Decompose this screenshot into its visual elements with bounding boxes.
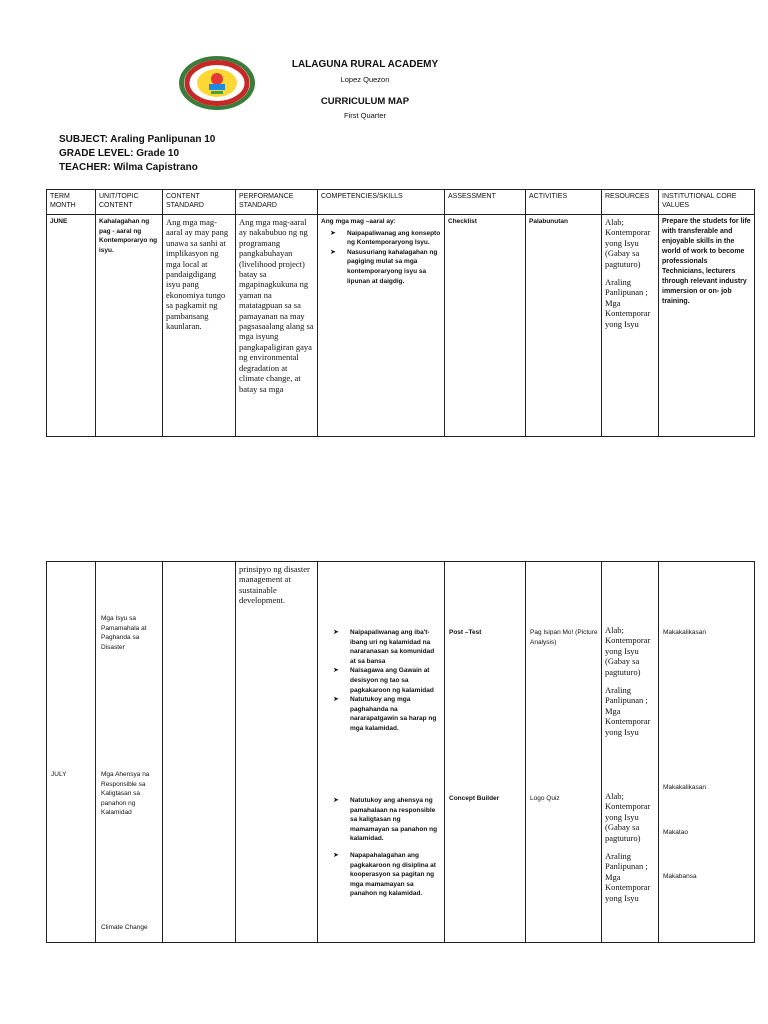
table-row-july — [47, 562, 755, 943]
topic-content: Kahalagahan ng pag - aaral ng Kontemporaryo ng isyu. — [96, 215, 163, 437]
header-row — [47, 190, 755, 215]
document-title: CURRICULUM MAP — [320, 96, 410, 107]
teacher-line: TEACHER: Wilma Capistrano — [59, 162, 198, 173]
resources — [602, 215, 659, 437]
content-standard-cell — [163, 562, 236, 943]
arrow-icon: ➤ — [330, 248, 336, 256]
col-header-term-month: TERM MONTH — [47, 190, 96, 215]
performance-standard-cont: prinsipyo ng disaster management at sustainable development. — [239, 564, 310, 606]
resource-item: Alab; Kontemporar yong Isyu (Gabay sa pagtuturo) — [605, 791, 651, 843]
competency-item: ➤ Nasusuriang kahalagahan ng pagiging mulat sa mga kontemporaryong isyu sa lipunan at daigdig. — [330, 248, 438, 285]
topic-item: Mga Isyu sa Pamamahala at Paghanda sa Disaster — [101, 615, 147, 651]
competencies-cell — [318, 215, 445, 437]
term-month-cell — [47, 562, 96, 943]
col-header-content-standard: CONTENT STANDARD — [163, 190, 236, 215]
resource-item: Alab; Kontemporar yong Isyu (Gabay sa pagtuturo) — [605, 217, 651, 269]
resource-item: Araling Panlipunan ; Mga Kontemporar yong Isyu — [605, 277, 651, 329]
assessment-cell — [445, 562, 526, 943]
col-header-competencies: COMPETENCIES/SKILLS — [318, 190, 445, 215]
competency-item: ➤ Naisagawa ang Gawain at desisyon ng tao sa pagkakaroon ng kalamidad — [333, 667, 434, 694]
curriculum-table-july — [46, 561, 755, 943]
content-standard: Ang mga mag-aaral ay may pang unawa sa sanhi at implikasyon ng mga local at pandaigdigang isyu pang ekonomiya tungo sa pagkamit ng pambansang kaunlaran. — [163, 215, 236, 437]
col-header-performance-standard: PERFORMANCE STANDARD — [236, 190, 318, 215]
quarter-label: First Quarter — [343, 111, 387, 120]
assessment: Checklist — [445, 215, 526, 437]
arrow-icon: ➤ — [330, 229, 336, 237]
competencies-intro: Ang mga mag –aaral ay: — [321, 218, 396, 225]
resource-item: Alab; Kontemporar yong Isyu (Gabay sa pagtuturo) — [605, 625, 651, 677]
competencies-cell — [318, 562, 445, 943]
core-value-item: Makabansa — [663, 873, 697, 880]
core-values-cell — [659, 562, 755, 943]
activity-item: Pag Isipan Mo! (Picture Analysis) — [530, 629, 598, 646]
core-value-item: Makakalikasan — [663, 784, 706, 791]
table-row-june — [47, 215, 755, 437]
school-location: Lopez Quezon — [340, 75, 390, 84]
topic-cell — [96, 562, 163, 943]
school-name: LALAGUNA RURAL ACADEMY — [291, 59, 439, 70]
assessment-item: Concept Builder — [449, 795, 500, 802]
col-header-assessment: ASSESSMENT — [445, 190, 526, 215]
arrow-icon: ➤ — [333, 851, 339, 859]
arrow-icon: ➤ — [333, 667, 339, 675]
resources-block — [605, 625, 657, 745]
competency-item: ➤ Natutukoy ang mga paghahanda na nararapatgawin sa harap ng mga kalamidad. — [333, 696, 437, 732]
core-value-item: Makakalikasan — [663, 629, 706, 636]
resource-item: Araling Panlipunan ; Mga Kontemporar yong Isyu — [605, 851, 651, 903]
grade-level-line: GRADE LEVEL: Grade 10 — [59, 148, 180, 159]
competency-item: ➤ Natutukoy ang ahensya ng pamahalaan na responsible sa kaligtasan ng mamamayan sa panahon ng kalamidad. — [333, 797, 438, 843]
col-header-core-values: INSTITUTIONAL CORE VALUES — [659, 190, 755, 215]
performance-standard-cell — [236, 562, 318, 943]
assessment-item: Post –Test — [449, 629, 482, 636]
col-header-resources: RESOURCES — [602, 190, 659, 215]
subject-line: SUBJECT: Araling Panlipunan 10 — [59, 134, 216, 145]
activity-item: Logo Quiz — [530, 795, 560, 802]
competency-item: ➤ Naipapaliwanag ang iba't- ibang uri ng kalamidad na nararanasan sa komunidad at sa bansa — [333, 629, 435, 665]
activities-cell — [526, 562, 602, 943]
core-value-item: Makatao — [663, 829, 688, 836]
resources-block — [605, 791, 657, 911]
resource-item: Araling Panlipunan ; Mga Kontemporar yong Isyu — [605, 685, 651, 737]
col-header-unit-topic: UNIT/TOPIC CONTENT — [96, 190, 163, 215]
term-month: JUNE — [47, 215, 96, 437]
arrow-icon: ➤ — [333, 797, 339, 804]
core-values: Prepare the studets for life with transferable and enjoyable skills in the world of work to become professionals Technicians, lecturers through relevant industry immersion or on- job training. — [659, 215, 755, 437]
topic-item: Mga Ahensya na Responsible sa Kaligtasan sa panahon ng Kalamidad — [101, 771, 150, 817]
performance-standard: Ang mga mag-aaral ay nakabubuo ng ng programang pangkabuhayan (livelihood project) batay sa mgapinagkukuna ng yaman na matatagpuan sa sa pamayanan na may pagsasaalang alang sa mga isyung pangkapaligiran gaya ng environmental degradation at climate change, at batay sa mga — [236, 215, 318, 437]
curriculum-table-june — [46, 189, 755, 437]
arrow-icon: ➤ — [333, 629, 339, 636]
competency-item: ➤ Napapahalagahan ang pagkakaroon ng disiplina at kooperasyon sa pagitan ng mga mamamayan sa panahon ng kalamidad. — [333, 851, 436, 898]
term-month: JULY — [51, 771, 67, 778]
topic-item: Climate Change — [101, 924, 148, 931]
activities: Palabunutan — [526, 215, 602, 437]
competency-item: ➤ Naipapaliwanag ang konsepto ng Kontemporaryong Isyu. — [330, 229, 441, 247]
col-header-activities: ACTIVITIES — [526, 190, 602, 215]
arrow-icon: ➤ — [333, 696, 339, 704]
resources-cell — [602, 562, 659, 943]
